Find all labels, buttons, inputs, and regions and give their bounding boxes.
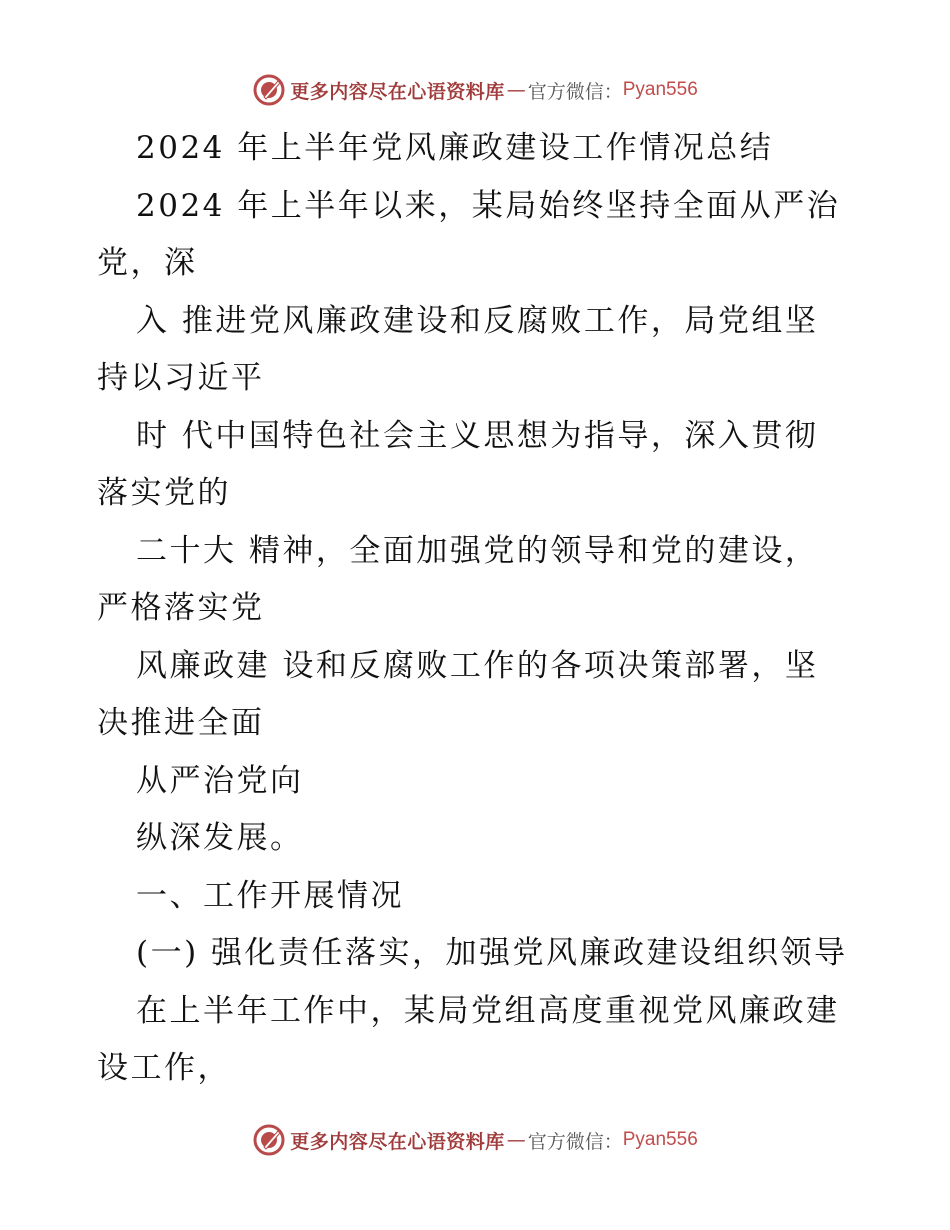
footer-banner xyxy=(0,1120,950,1160)
banner-official-label: 官方微信： xyxy=(527,80,623,103)
section-heading: 一、工作开展情况 xyxy=(136,877,404,914)
text-line: 在上半年工作中，某局党组高度重视党风廉政建 xyxy=(136,992,840,1029)
text-line: 纵深发展。 xyxy=(136,820,304,856)
banner-wechat-id: Pyan556 xyxy=(622,79,698,100)
text-line: 设工作， xyxy=(97,1050,231,1086)
subsection-heading: (一) 强化责任落实，加强党风廉政建设组织领导 xyxy=(136,935,848,971)
text-line: 入 推进党风廉政建设和反腐败工作，局党组坚 xyxy=(136,302,819,339)
banner-main-text: 更多内容尽在心语资料库 xyxy=(290,80,505,103)
pen-logo-icon xyxy=(252,1123,286,1157)
text-line: 2024 年上半年以来，某局始终坚持全面从严治 xyxy=(136,187,841,224)
pen-logo-icon xyxy=(252,73,286,107)
text-line: 持以习近平 xyxy=(97,360,265,396)
document-title: 2024 年上半年党风廉政建设工作情况总结 xyxy=(136,130,774,166)
header-banner xyxy=(0,70,950,110)
document-body xyxy=(97,120,857,1098)
banner-dash: — xyxy=(506,1129,526,1151)
text-line: 严格落实党 xyxy=(97,590,265,626)
text-line: 时 代中国特色社会主义思想为指导，深入贯彻 xyxy=(136,417,819,454)
text-line: 落实党的 xyxy=(97,475,231,511)
banner-wechat-id: Pyan556 xyxy=(622,1129,698,1150)
text-line: 从严治党向 xyxy=(136,762,304,799)
text-line: 风廉政建 设和反腐败工作的各项决策部署，坚 xyxy=(136,647,819,684)
text-line: 决推进全面 xyxy=(97,705,265,741)
text-line: 党，深 xyxy=(97,245,198,281)
banner-main-text: 更多内容尽在心语资料库 xyxy=(290,1130,505,1153)
banner-dash: — xyxy=(506,79,526,101)
banner-official-label: 官方微信： xyxy=(527,1130,623,1153)
text-line: 二十大 精神，全面加强党的领导和党的建设， xyxy=(136,532,819,569)
